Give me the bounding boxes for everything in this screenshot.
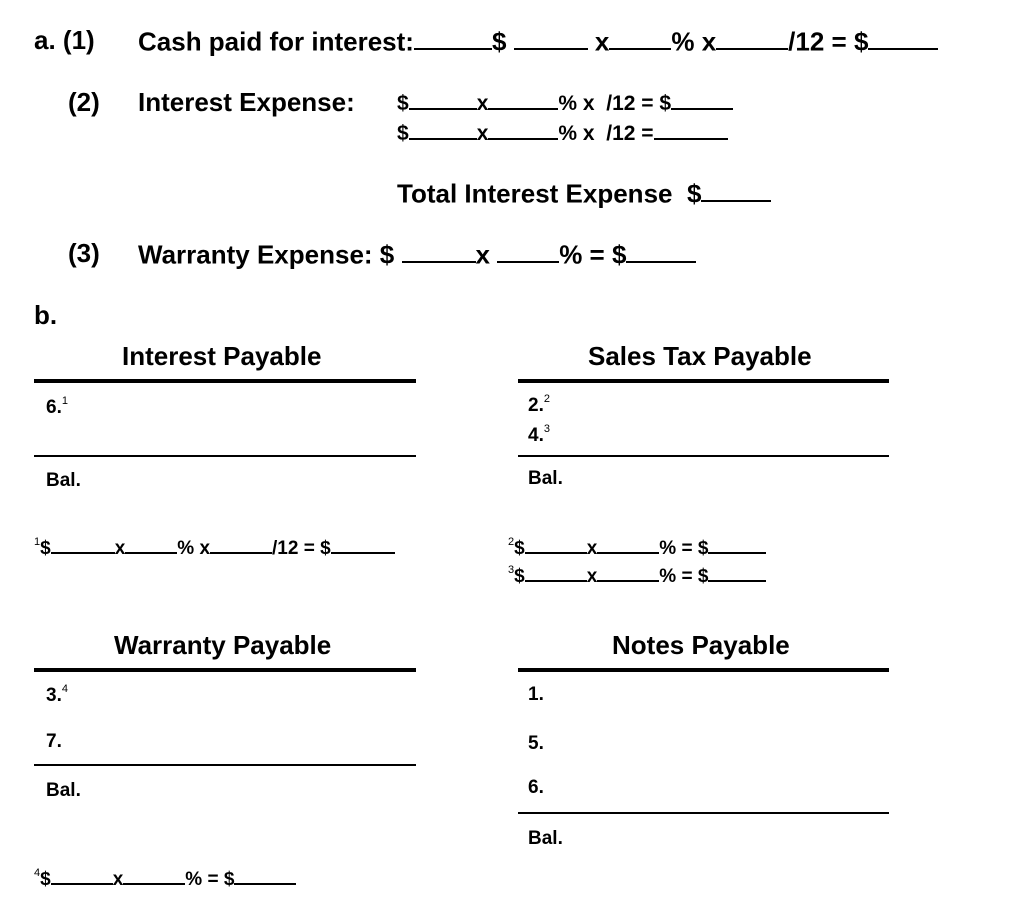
q2-number: (2) [68,87,100,117]
notes-payable-bal-rule [518,812,889,814]
sales-tax-payable-entry-2: 4.$^3$ [528,423,550,446]
notes-payable-title: Notes Payable [612,630,790,660]
interest-payable-bal: Bal. [46,470,81,491]
warranty-payable-entry-1: 3.$^4$ [46,683,68,706]
notes-payable-top-rule [518,668,889,672]
q3-number: (3) [68,238,100,268]
notes-payable-entry-2: 5. [528,733,544,754]
sales-tax-payable-bal-rule [518,455,889,457]
part-a-label: a. (1) [34,25,95,55]
interest-payable-footnote: $^1$\$ x % x /12 = $ [34,535,395,560]
sales-tax-footnote-1: $^2$\$ x % = $ [508,535,766,560]
sales-tax-payable-bal: Bal. [528,468,563,489]
warranty-payable-bal: Bal. [46,780,81,801]
q2-interest-expense-title: Interest Expense: [138,87,355,117]
notes-payable-bal: Bal. [528,828,563,849]
interest-payable-entry: 6.$^1$ [46,395,68,418]
q2-line-2: $ x % x /12 = [397,119,728,146]
q3-warranty-expense: Warranty Expense: $ x % = $ [138,238,696,270]
warranty-payable-footnote: $^4$\$ x % = $ [34,866,296,891]
sales-tax-payable-entry-1: 2.$^2$ [528,393,550,416]
notes-payable-entry-1: 1. [528,684,544,705]
notes-payable-entry-3: 6. [528,777,544,798]
interest-payable-top-rule [34,379,416,383]
warranty-payable-bal-rule [34,764,416,766]
interest-payable-bal-rule [34,455,416,457]
part-b-label: b. [34,300,58,330]
sales-tax-payable-title: Sales Tax Payable [588,341,812,371]
sales-tax-footnote-2: $^3$\$ x % = $ [508,563,766,588]
q2-line-1: $ x % x /12 = $ [397,89,733,116]
warranty-payable-title: Warranty Payable [114,630,332,660]
q1-cash-paid-for-interest: Cash paid for interest: $ x % x /12 = $ [138,25,938,57]
interest-payable-title: Interest Payable [122,341,322,371]
warranty-payable-entry-2: 7. [46,731,62,752]
sales-tax-payable-top-rule [518,379,889,383]
q2-total-interest-expense: Total Interest Expense $ [397,177,771,209]
warranty-payable-top-rule [34,668,416,672]
